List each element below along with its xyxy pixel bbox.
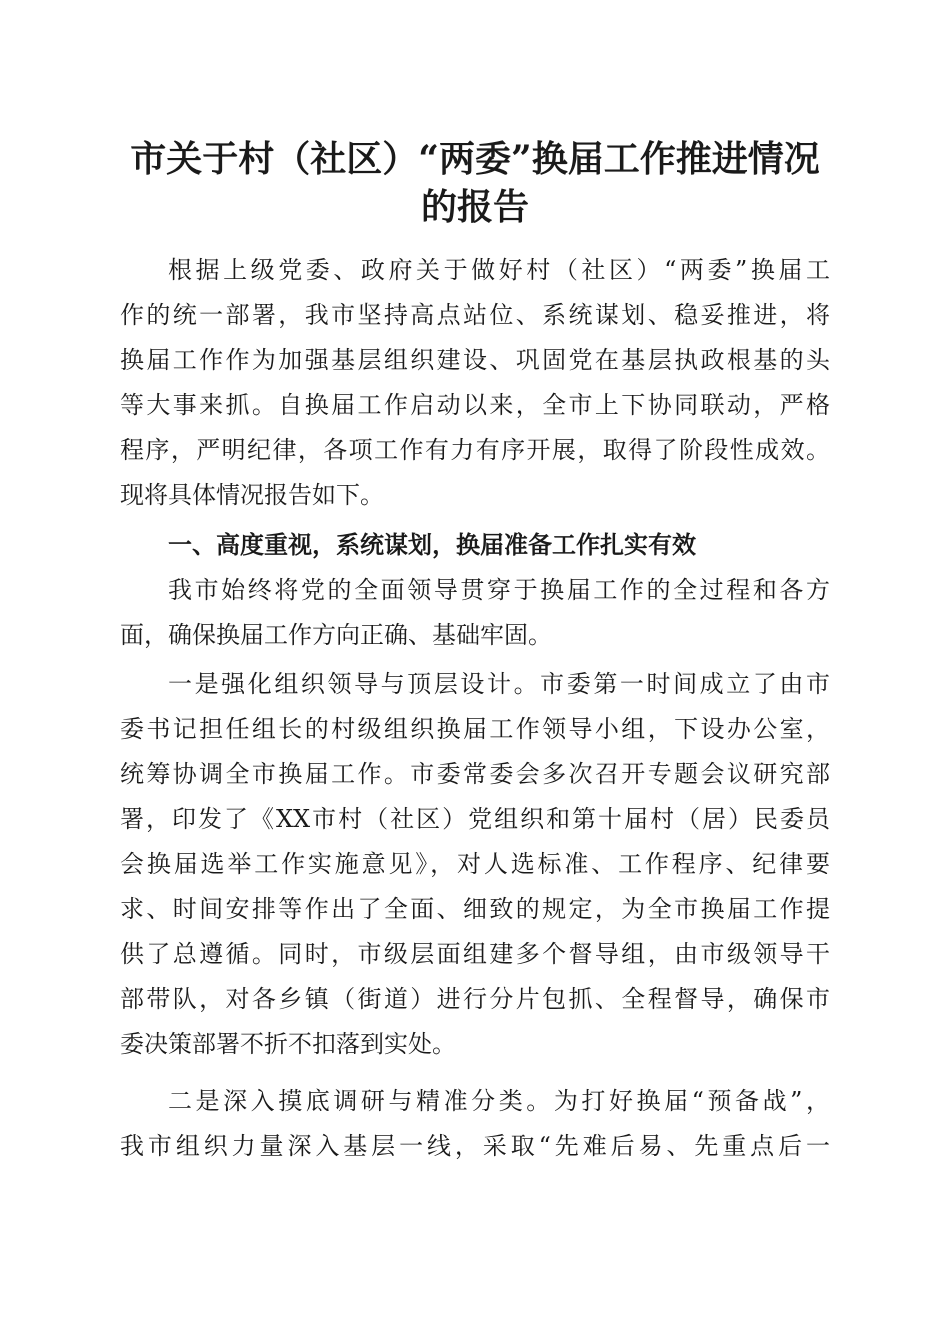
section-heading-1 xyxy=(120,523,830,568)
paragraph-point-2 xyxy=(120,1079,830,1169)
paragraph-line: 现将具体情况报告如下。 xyxy=(120,481,384,509)
paragraph-line: 统筹协调全市换届工作。市委常委会多次召开专题会议研究部 xyxy=(120,760,830,788)
paragraph-line: 二是深入摸底调研与精准分类。为打好换届“预备战”， xyxy=(168,1087,830,1115)
paragraph-line: 部带队，对各乡镇（街道）进行分片包抓、全程督导，确保市 xyxy=(120,985,830,1013)
paragraph-section-1-intro xyxy=(120,568,830,658)
paragraph-line: 一是强化组织领导与顶层设计。市委第一时间成立了由市 xyxy=(168,670,830,698)
section-heading-text: 一、高度重视，系统谋划，换届准备工作扎实有效 xyxy=(168,531,696,559)
paragraph-line: 求、时间安排等作出了全面、细致的规定，为全市换届工作提 xyxy=(120,895,830,923)
document-body xyxy=(120,248,830,1169)
paragraph-line: 程序，严明纪律，各项工作有力有序开展，取得了阶段性成效。 xyxy=(120,436,830,464)
paragraph-line: 等大事来抓。自换届工作启动以来，全市上下协同联动，严格 xyxy=(120,391,830,419)
paragraph-line: 面，确保换届工作方向正确、基础牢固。 xyxy=(120,621,552,649)
paragraph-line: 供了总遵循。同时，市级层面组建多个督导组，由市级领导干 xyxy=(120,940,830,968)
paragraph-line: 委决策部署不折不扣落到实处。 xyxy=(120,1030,456,1058)
paragraph-line: 我市始终将党的全面领导贯穿于换届工作的全过程和各方 xyxy=(168,576,830,604)
paragraph-line: 委书记担任组长的村级组织换届工作领导小组，下设办公室， xyxy=(120,715,830,743)
paragraph-line: 我市组织力量深入基层一线，采取“先难后易、先重点后一 xyxy=(120,1132,830,1160)
paragraph-point-1 xyxy=(120,662,830,1067)
paragraph-line: 署，印发了《XX市村（社区）党组织和第十届村（居）民委员 xyxy=(120,805,830,833)
document-title-line-2: 的报告 xyxy=(420,186,529,228)
paragraph-line: 会换届选举工作实施意见》，对人选标准、工作程序、纪律要 xyxy=(120,850,830,878)
document-title-line-1: 市关于村（社区）“两委”换届工作推进情况 xyxy=(130,138,820,180)
paragraph-intro xyxy=(120,248,830,518)
paragraph-line: 根据上级党委、政府关于做好村（社区）“两委”换届工 xyxy=(168,256,830,284)
paragraph-line: 作的统一部署，我市坚持高点站位、系统谋划、稳妥推进，将 xyxy=(120,301,830,329)
paragraph-line: 换届工作作为加强基层组织建设、巩固党在基层执政根基的头 xyxy=(120,346,830,374)
